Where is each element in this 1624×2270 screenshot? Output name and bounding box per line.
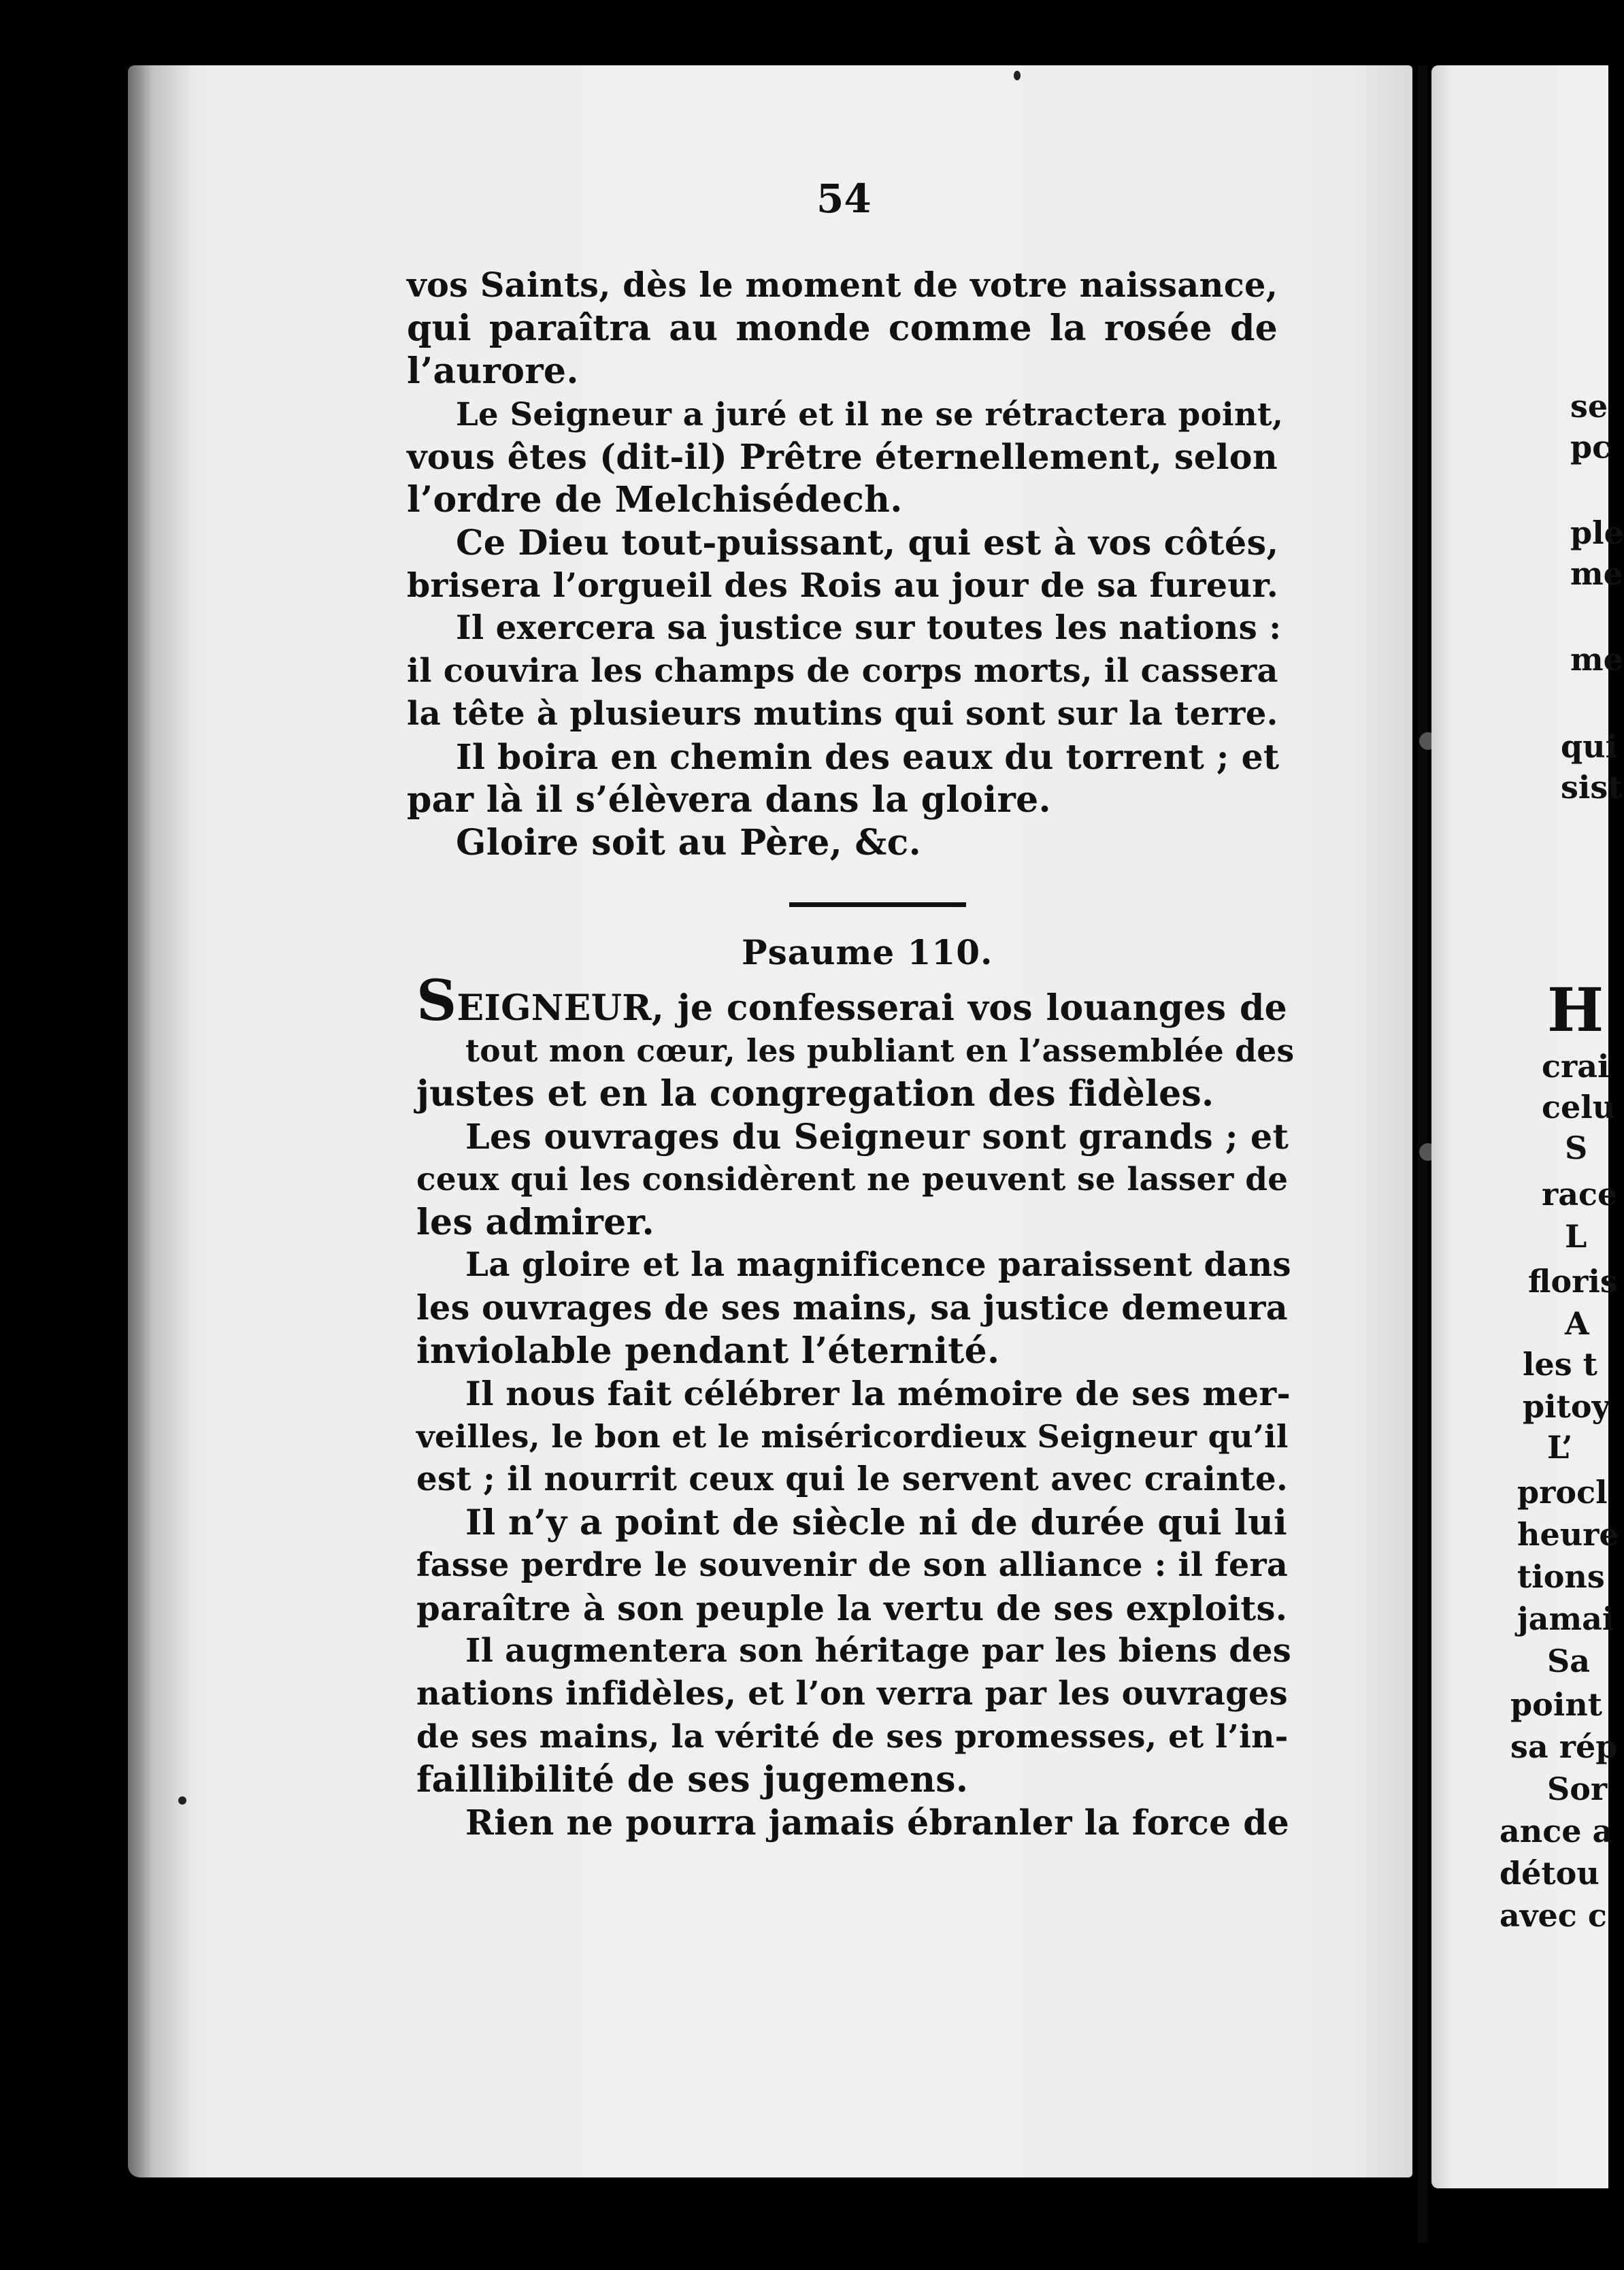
text-line: faillibilité de ses jugemens.	[416, 1759, 969, 1800]
fragment: ple	[1570, 514, 1624, 551]
text-line: il couvira les champs de corps morts, il cassera	[407, 652, 1278, 690]
text-line: justes et en la congregation des fidèles.	[416, 1073, 1214, 1115]
text-line: par là il s’élèvera dans la gloire.	[407, 779, 1051, 821]
text-line: vous êtes (dit-il) Prêtre éternellement, selon	[407, 436, 1278, 477]
fragment: L	[1565, 1218, 1587, 1255]
fragment: floris	[1528, 1263, 1618, 1300]
text-line: Ce Dieu tout-puissant, qui est à vos côtés,	[456, 522, 1279, 563]
text-line: fasse perdre le souvenir de son alliance : il fera	[416, 1546, 1289, 1584]
fragment: pitoy	[1523, 1388, 1610, 1425]
fragment: pc	[1570, 429, 1612, 465]
fragment: avec c	[1499, 1897, 1607, 1934]
fragment: jamai	[1517, 1600, 1614, 1637]
fragment: me	[1570, 555, 1623, 592]
page-number: 54	[816, 176, 872, 222]
text-line: paraître à son peuple la vertu de ses exploits.	[416, 1588, 1288, 1628]
psalm-continuation-text	[407, 264, 1284, 864]
text-line: Il n’y a point de siècle ni de durée qui lui	[465, 1502, 1287, 1543]
fragment: point	[1510, 1686, 1603, 1723]
text-line: l’ordre de Melchisédech.	[407, 479, 903, 521]
section-divider	[789, 902, 966, 907]
text-line-first	[416, 968, 1287, 1034]
first-line-text: EIGNEUR, je confesserai vos louanges de	[457, 987, 1287, 1029]
text-line: brisera l’orgueil des Rois au jour de sa fureur.	[407, 565, 1279, 605]
text-line: veilles, le bon et le miséricordieux Seigneur qu’il	[416, 1418, 1289, 1455]
text-line: Rien ne pourra jamais ébranler la force de	[465, 1803, 1289, 1843]
psalm-heading: Psaume 110.	[742, 932, 993, 972]
fragment: L’	[1547, 1429, 1573, 1466]
text-line: Les ouvrages du Seigneur sont grands ; et	[465, 1116, 1289, 1157]
text-line: est ; il nourrit ceux qui le servent avec crainte.	[416, 1460, 1289, 1498]
fragment: qui	[1561, 728, 1618, 765]
text-line: Il augmentera son héritage par les biens des	[465, 1632, 1292, 1670]
fragment: heure	[1517, 1516, 1619, 1553]
text-line: La gloire et la magnificence paraissent dans	[465, 1246, 1291, 1284]
text-line: Il nous fait célébrer la mémoire de ses mer-	[465, 1375, 1291, 1413]
scan-speck	[1014, 71, 1021, 80]
fragment-initial: H	[1547, 974, 1604, 1045]
dropcap-initial: S	[416, 968, 457, 1034]
fragment: celu	[1542, 1089, 1616, 1125]
text-line: la tête à plusieurs mutins qui sont sur la terre.	[407, 695, 1278, 733]
right-page-cropped	[1431, 65, 1624, 2188]
fragment: se	[1570, 388, 1608, 425]
fragment: sa rép	[1510, 1728, 1618, 1765]
text-line: qui paraîtra au monde comme la rosée de	[407, 308, 1278, 349]
fragment: procl	[1517, 1474, 1608, 1511]
fragment: crai	[1542, 1048, 1610, 1085]
text-line: de ses mains, la vérité de ses promesses, et l’in-	[416, 1718, 1289, 1756]
text-line: Il boira en chemin des eaux du torrent ; et	[456, 737, 1280, 777]
text-line: inviolable pendant l’éternité.	[416, 1330, 1000, 1372]
text-line: nations infidèles, et l’on verra par les ouvrages	[416, 1675, 1288, 1713]
fragment: race	[1542, 1176, 1618, 1213]
fragment: ance a	[1499, 1813, 1613, 1849]
text-line: Le Seigneur a juré et il ne se rétractera point,	[456, 395, 1284, 433]
fragment: sist	[1561, 769, 1623, 806]
fragment: Sa	[1547, 1643, 1591, 1679]
fragment: me	[1570, 641, 1623, 678]
text-line: les admirer.	[416, 1202, 654, 1243]
fragment: les t	[1523, 1346, 1597, 1383]
fragment: détou	[1499, 1855, 1600, 1892]
text-line: Gloire soit au Père, &c.	[456, 822, 922, 863]
psalm-110-text	[416, 968, 1295, 1844]
text-line: l’aurore.	[407, 350, 579, 392]
text-line: tout mon cœur, les publiant en l’assemblée des	[465, 1032, 1295, 1069]
fragment: Sor	[1547, 1771, 1608, 1807]
fragment: tions	[1517, 1558, 1605, 1595]
text-line: les ouvrages de ses mains, sa justice demeura	[416, 1288, 1288, 1328]
fragment: S	[1565, 1130, 1588, 1166]
scan-speck	[178, 1796, 186, 1805]
fragment: A	[1565, 1305, 1589, 1342]
text-line: ceux qui les considèrent ne peuvent se lasser de	[416, 1161, 1289, 1198]
text-line: vos Saints, dès le moment de votre naissance,	[407, 265, 1278, 305]
text-line: Il exercera sa justice sur toutes les nations :	[456, 609, 1282, 647]
